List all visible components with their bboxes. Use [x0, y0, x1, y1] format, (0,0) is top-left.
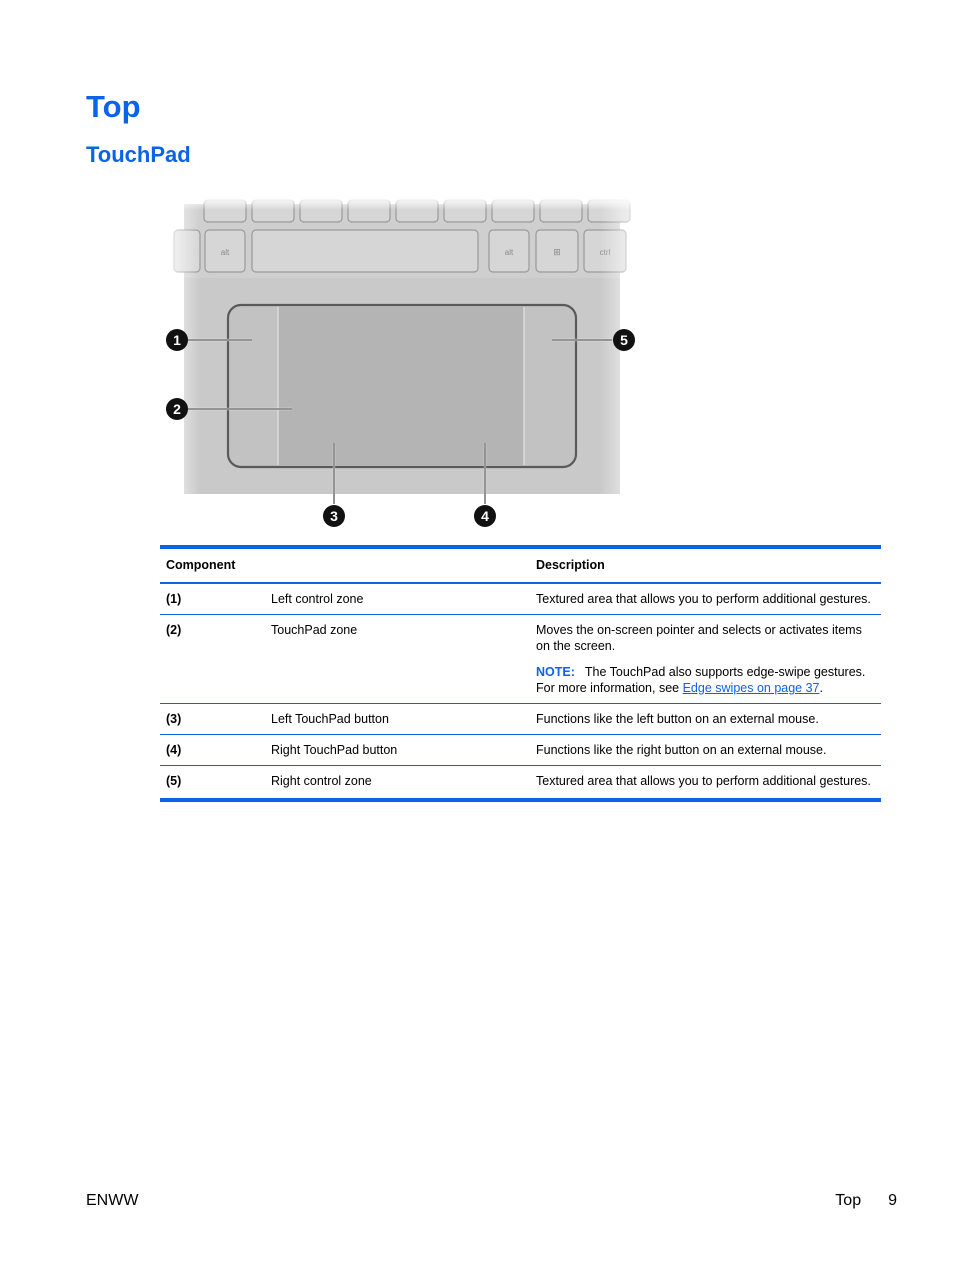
footer-page-info	[835, 1192, 897, 1210]
header-component: Component	[166, 558, 236, 572]
row-description: Textured area that allows you to perform additional gestures.	[536, 774, 871, 788]
header-description: Description	[536, 558, 605, 572]
table-row	[160, 735, 881, 766]
row-number: (2)	[166, 623, 182, 637]
row-component: Right TouchPad button	[271, 743, 398, 757]
callout-1	[166, 329, 188, 351]
note	[536, 664, 875, 696]
page-number: 9	[888, 1192, 897, 1209]
callout-2	[166, 398, 188, 420]
table-row	[160, 583, 881, 615]
windows-key-icon: ⊞	[553, 248, 561, 258]
row-description: Functions like the right button on an external mouse.	[536, 743, 827, 757]
row-description: Textured area that allows you to perform additional gestures.	[536, 592, 871, 606]
row-number: (4)	[166, 743, 182, 757]
key-label-alt: alt	[504, 248, 514, 257]
row-number: (1)	[166, 592, 182, 606]
row-component: TouchPad zone	[271, 623, 358, 637]
callout-4	[474, 505, 496, 527]
row-component: Left TouchPad button	[271, 712, 389, 726]
note-label: NOTE:	[536, 665, 575, 679]
note-end: .	[819, 681, 823, 695]
row-component: Left control zone	[271, 592, 364, 606]
key-label-alt: alt	[220, 248, 230, 257]
svg-text:2: 2	[173, 401, 181, 417]
callout-5	[613, 329, 635, 351]
svg-text:5: 5	[620, 332, 628, 348]
note-text: The TouchPad also supports edge-swipe gestures. For more information, see	[536, 665, 866, 695]
row-description: Moves the on-screen pointer and selects or activates items on the screen.	[536, 623, 862, 653]
svg-text:3: 3	[330, 508, 338, 524]
page-title: Top	[86, 89, 141, 124]
table-row	[160, 704, 881, 735]
row-number: (5)	[166, 774, 182, 788]
table-row	[160, 615, 881, 704]
touchpad-zone	[278, 307, 524, 465]
footer-edition: ENWW	[86, 1192, 139, 1209]
touchpad-illustration	[160, 198, 650, 533]
footer-section: Top	[835, 1192, 862, 1209]
svg-text:4: 4	[481, 508, 489, 524]
callout-3	[323, 505, 345, 527]
table-row	[160, 766, 881, 801]
components-table	[160, 545, 881, 802]
table-header-row	[160, 547, 881, 583]
row-component: Right control zone	[271, 774, 372, 788]
row-number: (3)	[166, 712, 182, 726]
svg-text:1: 1	[173, 332, 181, 348]
row-description-cell	[530, 615, 881, 704]
row-description: Functions like the left button on an external mouse.	[536, 712, 819, 726]
section-title: TouchPad	[86, 142, 191, 167]
edge-swipes-link[interactable]: Edge swipes on page 37	[682, 681, 820, 695]
